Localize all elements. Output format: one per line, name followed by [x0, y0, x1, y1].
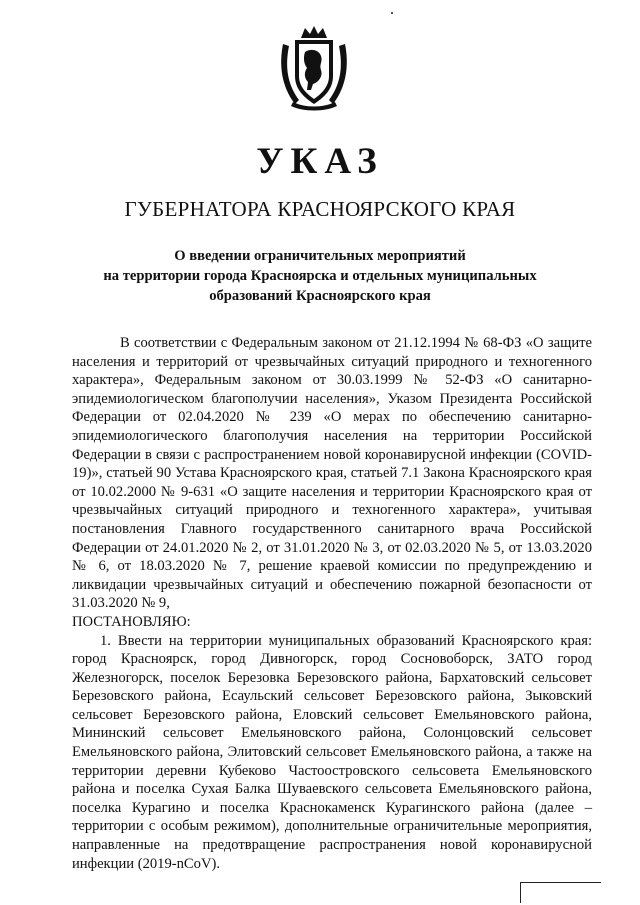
scan-speck	[391, 12, 393, 14]
document-heading	[60, 246, 580, 306]
heading-line: на территории города Красноярска и отдельных муниципальных	[103, 268, 537, 284]
heading-line: О введении ограничительных мероприятий	[174, 248, 466, 264]
page-corner-mark	[520, 882, 601, 903]
document-title: УКАЗ	[256, 141, 384, 182]
item-1-paragraph: 1. Ввести на территории муниципальных образований Красноярского края: город Красноярск, город Дивногорск, город Сосновоборск, ЗАТО город Железногорск, поселок Березовка Березовского района, Бархатовский сельсовет Березовского района, Есаульский сельсовет Березовского района, Зыковский сельсовет Березовского района, Еловский сельсовет Емельяновского района, Мининский сельсовет Емельяновского района, Солонцовский сельсовет Емельяновского района, Элитовский сельсовет Емельяновского района, а также на территории деревни Кубеково Частоостровского сельсовета Емельяновского района и поселка Сухая Балка Шуваевского сельсовета Емельяновского района, поселка Курагино и поселка Краснокаменск Курагинского района (далее – территории с особым режимом), дополнительные ограничительные мероприятия, направленные на предотвращение распространения новой коронавирусной инфекции (2019-nCoV).	[72, 632, 592, 872]
coat-of-arms-icon	[277, 24, 351, 112]
document-body	[72, 334, 592, 873]
document-issuer: ГУБЕРНАТОРА КРАСНОЯРСКОГО КРАЯ	[124, 197, 516, 221]
decree-word: ПОСТАНОВЛЯЮ:	[72, 613, 191, 630]
preamble-paragraph: В соответствии с Федеральным законом от 21.12.1994 № 68-ФЗ «О защите населения и территорий от чрезвычайных ситуаций природного и техногенного характера», Федеральным законом от 30.03.1999 № 52-ФЗ «О санитарно-эпидемиологическом благополучии населения», Указом Президента Российской Федерации от 02.04.2020 № 239 «О мерах по обеспечению санитарно-эпидемиологического благополучия населения на территории Российской Федерации в связи с распространением новой коронавирусной инфекции (COVID-19)», статьей 90 Устава Красноярского края, статьей 7.1 Закона Красноярского края от 10.02.2000 № 9-631 «О защите населения и территории Красноярского края от чрезвычайных ситуаций природного и техногенного характера», учитывая постановления Главного государственного санитарного врача Российской Федерации от 24.01.2020 № 2, от 31.01.2020 № 3, от 02.03.2020 № 5, от 13.03.2020 № 6, от 18.03.2020 № 7, решение краевой комиссии по предупреждению и ликвидации чрезвычайных ситуаций и обеспечению пожарной безопасности от 31.03.2020 № 9,	[72, 335, 592, 612]
heading-line: образований Красноярского края	[209, 288, 431, 304]
